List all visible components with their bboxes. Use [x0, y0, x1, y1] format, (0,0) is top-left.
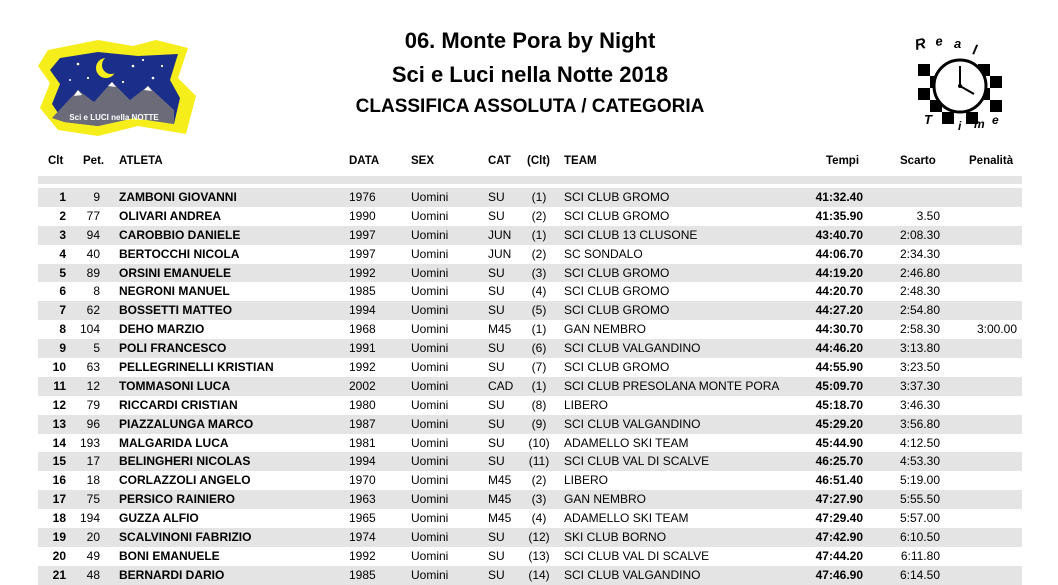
header-cltcat: (Clt) [527, 155, 550, 167]
row-year: 1992 [349, 265, 376, 280]
row-team: LIBERO [564, 473, 609, 488]
row-time: 47:44.20 [815, 548, 863, 563]
svg-text:R: R [913, 35, 928, 54]
row-athlete: TOMMASONI LUCA [119, 378, 231, 393]
row-sex: Uomini [411, 227, 449, 242]
row-year: 1985 [349, 567, 376, 582]
row-category-rank: (4) [531, 511, 547, 526]
row-sex: Uomini [411, 511, 449, 526]
row-bib: 12 [86, 378, 100, 393]
row-gap: 2:58.30 [899, 322, 940, 337]
table-row [38, 396, 1022, 415]
row-rank: 14 [52, 435, 66, 450]
row-category: SU [488, 397, 505, 412]
row-athlete: BONI EMANUELE [119, 548, 220, 563]
row-year: 1990 [349, 208, 376, 223]
row-year: 1994 [349, 303, 376, 318]
real-time-logo [910, 28, 1010, 134]
row-rank: 20 [52, 548, 66, 563]
row-sex: Uomini [411, 548, 449, 563]
row-gap: 4:12.50 [899, 435, 940, 450]
header-atleta: ATLETA [119, 155, 163, 167]
row-rank: 5 [59, 265, 66, 280]
row-year: 2002 [349, 378, 376, 393]
row-gap: 5:57.00 [899, 511, 940, 526]
row-category: SU [488, 208, 505, 223]
svg-text:i: i [958, 119, 962, 133]
row-category: SU [488, 548, 505, 563]
row-rank: 12 [52, 397, 66, 412]
row-year: 1980 [349, 397, 376, 412]
row-sex: Uomini [411, 492, 449, 507]
row-year: 1976 [349, 190, 376, 204]
row-team: SCI CLUB VALGANDINO [564, 567, 701, 582]
row-category-rank: (2) [531, 473, 547, 488]
row-bib: 104 [79, 322, 100, 337]
row-bib: 18 [86, 473, 100, 488]
row-team: SCI CLUB GROMO [564, 284, 670, 299]
row-time: 41:32.40 [815, 190, 863, 204]
row-bib: 20 [86, 530, 100, 545]
row-category-rank: (5) [531, 303, 547, 318]
row-category-rank: (13) [528, 548, 550, 563]
row-gap: 5:55.50 [899, 492, 940, 507]
row-time: 44:55.90 [815, 360, 863, 375]
row-category-rank: (12) [528, 530, 550, 545]
row-sex: Uomini [411, 454, 449, 469]
row-year: 1987 [349, 416, 376, 431]
row-year: 1992 [349, 548, 376, 563]
table-row [38, 434, 1022, 453]
row-category: SU [488, 265, 505, 280]
row-gap: 6:14.50 [899, 567, 940, 582]
row-gap: 3.50 [916, 208, 940, 223]
row-gap: 2:46.80 [899, 265, 940, 280]
row-bib: 5 [93, 341, 100, 356]
row-category: M45 [488, 492, 512, 507]
results-table [38, 188, 1022, 585]
row-sex: Uomini [411, 473, 449, 488]
row-team: ADAMELLO SKI TEAM [564, 435, 689, 450]
row-category-rank: (8) [531, 397, 547, 412]
row-category: JUN [488, 227, 512, 242]
results-header [38, 155, 1022, 173]
row-year: 1974 [349, 530, 376, 545]
row-sex: Uomini [411, 208, 449, 223]
row-team: SKI CLUB BORNO [564, 530, 667, 545]
table-row [38, 415, 1022, 434]
row-category: SU [488, 416, 505, 431]
row-athlete: PIAZZALUNGA MARCO [119, 416, 254, 431]
row-category-rank: (1) [531, 190, 547, 204]
row-athlete: BERTOCCHI NICOLA [119, 246, 240, 261]
row-team: SCI CLUB PRESOLANA MONTE PORA [564, 378, 780, 393]
row-penalty: 3:00.00 [976, 322, 1017, 337]
row-athlete: MALGARIDA LUCA [119, 435, 229, 450]
row-category-rank: (2) [531, 246, 547, 261]
row-category-rank: (3) [531, 265, 547, 280]
row-time: 47:46.90 [815, 567, 863, 582]
table-row [38, 282, 1022, 301]
row-year: 1994 [349, 454, 376, 469]
svg-text:e: e [992, 113, 999, 127]
row-category: M45 [488, 473, 512, 488]
row-time: 47:27.90 [815, 492, 863, 507]
table-row [38, 339, 1022, 358]
row-sex: Uomini [411, 416, 449, 431]
row-gap: 2:54.80 [899, 303, 940, 318]
row-time: 43:40.70 [815, 227, 863, 242]
row-rank: 21 [52, 567, 66, 582]
row-sex: Uomini [411, 190, 449, 204]
real-time-logo-graphic [910, 28, 1010, 134]
row-rank: 13 [52, 416, 66, 431]
row-sex: Uomini [411, 303, 449, 318]
header-sex: SEX [411, 155, 435, 167]
table-row [38, 528, 1022, 547]
row-athlete: CORLAZZOLI ANGELO [119, 473, 251, 488]
row-category: SU [488, 454, 505, 469]
row-year: 1991 [349, 341, 376, 356]
table-row [38, 188, 1022, 207]
row-category: JUN [488, 246, 512, 261]
svg-text:l: l [971, 41, 979, 58]
row-rank: 17 [52, 492, 66, 507]
row-category-rank: (11) [528, 454, 550, 469]
table-row [38, 207, 1022, 226]
row-gap: 3:37.30 [899, 378, 940, 393]
row-sex: Uomini [411, 246, 449, 261]
row-team: SC SONDALO [564, 246, 643, 261]
table-row [38, 320, 1022, 339]
row-sex: Uomini [411, 322, 449, 337]
row-rank: 16 [52, 473, 66, 488]
row-category-rank: (3) [531, 492, 547, 507]
row-bib: 94 [86, 227, 100, 242]
row-rank: 11 [53, 378, 66, 393]
row-category: SU [488, 190, 505, 204]
row-category: SU [488, 360, 505, 375]
row-team: SCI CLUB VALGANDINO [564, 341, 701, 356]
row-gap: 5:19.00 [899, 473, 940, 488]
row-year: 1965 [349, 511, 376, 526]
row-gap: 3:46.30 [899, 397, 940, 412]
table-row [38, 471, 1022, 490]
row-rank: 8 [59, 322, 66, 337]
row-team: SCI CLUB GROMO [564, 208, 670, 223]
row-athlete: GUZZA ALFIO [119, 511, 199, 526]
row-time: 44:06.70 [815, 246, 863, 261]
row-year: 1997 [349, 246, 376, 261]
row-athlete: BOSSETTI MATTEO [119, 303, 233, 318]
row-sex: Uomini [411, 341, 449, 356]
row-time: 46:51.40 [815, 473, 863, 488]
row-category: SU [488, 303, 505, 318]
header-pet: Pet. [83, 155, 105, 167]
row-rank: 6 [59, 284, 66, 299]
row-bib: 75 [86, 492, 100, 507]
row-year: 1968 [349, 322, 376, 337]
row-bib: 77 [86, 208, 100, 223]
row-team: GAN NEMBRO [564, 492, 647, 507]
header-data: DATA [349, 155, 380, 167]
header-team: TEAM [564, 155, 597, 167]
row-category-rank: (14) [528, 567, 550, 582]
row-athlete: OLIVARI ANDREA [119, 208, 221, 223]
row-bib: 40 [86, 246, 100, 261]
row-year: 1963 [349, 492, 376, 507]
row-category: M45 [488, 511, 512, 526]
row-category: SU [488, 567, 505, 582]
row-bib: 193 [79, 435, 100, 450]
row-rank: 19 [52, 530, 66, 545]
row-bib: 49 [86, 548, 100, 563]
row-bib: 194 [79, 511, 100, 526]
row-athlete: SCALVINONI FABRIZIO [119, 530, 252, 545]
row-gap: 4:53.30 [899, 454, 940, 469]
row-category: SU [488, 530, 505, 545]
row-athlete: NEGRONI MANUEL [119, 284, 230, 299]
event-subtitle: Sci e Luci nella Notte 2018 [391, 62, 669, 87]
table-row [38, 377, 1022, 396]
svg-text:T: T [924, 112, 932, 127]
row-category-rank: (4) [531, 284, 547, 299]
row-athlete: BELINGHERI NICOLAS [119, 454, 251, 469]
row-rank: 15 [52, 454, 66, 469]
row-team: LIBERO [564, 397, 609, 412]
table-row [38, 509, 1022, 528]
row-gap: 3:23.50 [899, 360, 940, 375]
row-year: 1981 [349, 435, 376, 450]
row-bib: 48 [86, 567, 100, 582]
row-sex: Uomini [411, 284, 449, 299]
row-sex: Uomini [411, 530, 449, 545]
row-category: M45 [488, 322, 512, 337]
ranking-title: CLASSIFICA ASSOLUTA / CATEGORIA [355, 96, 705, 117]
row-category: SU [488, 341, 505, 356]
row-time: 45:29.20 [815, 416, 863, 431]
row-bib: 9 [93, 190, 100, 204]
row-time: 44:19.20 [815, 265, 863, 280]
row-category-rank: (1) [531, 322, 547, 337]
row-sex: Uomini [411, 360, 449, 375]
row-bib: 8 [93, 284, 100, 299]
row-team: SCI CLUB GROMO [564, 265, 670, 280]
row-team: ADAMELLO SKI TEAM [564, 511, 689, 526]
row-category: CAD [488, 378, 514, 393]
header-separator [38, 176, 1022, 184]
row-bib: 17 [86, 454, 100, 469]
header-clt: Clt [48, 155, 64, 167]
row-rank: 18 [52, 511, 66, 526]
table-row [38, 245, 1022, 264]
row-category-rank: (7) [531, 360, 547, 375]
row-rank: 2 [59, 208, 66, 223]
row-team: SCI CLUB VAL DI SCALVE [564, 454, 710, 469]
row-gap: 2:34.30 [899, 246, 940, 261]
row-athlete: CAROBBIO DANIELE [119, 227, 241, 242]
title-block [250, 24, 810, 122]
row-category-rank: (1) [531, 378, 547, 393]
svg-text:m: m [974, 117, 985, 131]
row-time: 45:18.70 [815, 397, 863, 412]
row-gap: 6:10.50 [899, 530, 940, 545]
row-athlete: RICCARDI CRISTIAN [119, 397, 238, 412]
row-sex: Uomini [411, 378, 449, 393]
row-team: SCI CLUB VAL DI SCALVE [564, 548, 710, 563]
row-rank: 10 [52, 360, 66, 375]
row-year: 1997 [349, 227, 376, 242]
header-penalita: Penalità [969, 155, 1014, 167]
row-sex: Uomini [411, 567, 449, 582]
row-athlete: PELLEGRINELLI KRISTIAN [119, 360, 274, 375]
row-team: GAN NEMBRO [564, 322, 647, 337]
row-category: SU [488, 435, 505, 450]
row-athlete: PERSICO RAINIERO [119, 492, 236, 507]
row-year: 1970 [349, 473, 376, 488]
row-team: SCI CLUB GROMO [564, 303, 670, 318]
header-scarto: Scarto [900, 155, 936, 167]
row-time: 44:46.20 [815, 341, 863, 356]
header-cat: CAT [488, 155, 511, 167]
event-logo [38, 38, 200, 138]
row-rank: 1 [59, 190, 66, 204]
row-category-rank: (1) [531, 227, 547, 242]
row-gap: 2:48.30 [899, 284, 940, 299]
row-sex: Uomini [411, 435, 449, 450]
row-rank: 9 [59, 341, 66, 356]
row-team: SCI CLUB VALGANDINO [564, 416, 701, 431]
row-time: 44:27.20 [815, 303, 863, 318]
row-rank: 7 [59, 303, 66, 318]
row-time: 47:29.40 [815, 511, 863, 526]
svg-text:a: a [954, 36, 962, 51]
row-rank: 3 [59, 227, 66, 242]
row-category-rank: (10) [528, 435, 550, 450]
table-row [38, 566, 1022, 585]
row-sex: Uomini [411, 265, 449, 280]
row-gap: 2:08.30 [899, 227, 940, 242]
row-rank: 4 [59, 246, 66, 261]
header-tempi: Tempi [826, 155, 860, 167]
row-time: 47:42.90 [815, 530, 863, 545]
table-row [38, 490, 1022, 509]
row-team: SCI CLUB 13 CLUSONE [564, 227, 698, 242]
row-category: SU [488, 284, 505, 299]
row-bib: 79 [86, 397, 100, 412]
row-time: 44:20.70 [815, 284, 863, 299]
row-time: 45:44.90 [815, 435, 863, 450]
row-bib: 96 [86, 416, 100, 431]
row-athlete: ZAMBONI GIOVANNI [119, 190, 237, 204]
row-time: 45:09.70 [815, 378, 863, 393]
table-row [38, 452, 1022, 471]
row-team: SCI CLUB GROMO [564, 360, 670, 375]
row-year: 1992 [349, 360, 376, 375]
event-logo-text: Sci e LUCI nella NOTTE [69, 113, 159, 122]
row-bib: 62 [86, 303, 100, 318]
row-athlete: DEHO MARZIO [119, 322, 205, 337]
row-athlete: POLI FRANCESCO [119, 341, 227, 356]
row-time: 44:30.70 [815, 322, 863, 337]
table-row [38, 226, 1022, 245]
row-athlete: ORSINI EMANUELE [119, 265, 232, 280]
svg-text:e: e [934, 33, 944, 49]
row-gap: 6:11.80 [900, 548, 940, 563]
row-sex: Uomini [411, 397, 449, 412]
event-title: 06. Monte Pora by Night [404, 28, 656, 53]
row-team: SCI CLUB GROMO [564, 190, 670, 204]
table-row [38, 547, 1022, 566]
table-row [38, 358, 1022, 377]
row-bib: 63 [86, 360, 100, 375]
row-year: 1985 [349, 284, 376, 299]
table-row [38, 301, 1022, 320]
row-category-rank: (6) [531, 341, 547, 356]
row-time: 46:25.70 [815, 454, 863, 469]
row-gap: 3:13.80 [899, 341, 940, 356]
row-category-rank: (9) [531, 416, 547, 431]
table-row [38, 264, 1022, 283]
row-gap: 3:56.80 [899, 416, 940, 431]
row-category-rank: (2) [531, 208, 547, 223]
row-time: 41:35.90 [815, 208, 863, 223]
row-athlete: BERNARDI DARIO [119, 567, 225, 582]
row-bib: 89 [86, 265, 100, 280]
event-logo-graphic [38, 38, 200, 138]
